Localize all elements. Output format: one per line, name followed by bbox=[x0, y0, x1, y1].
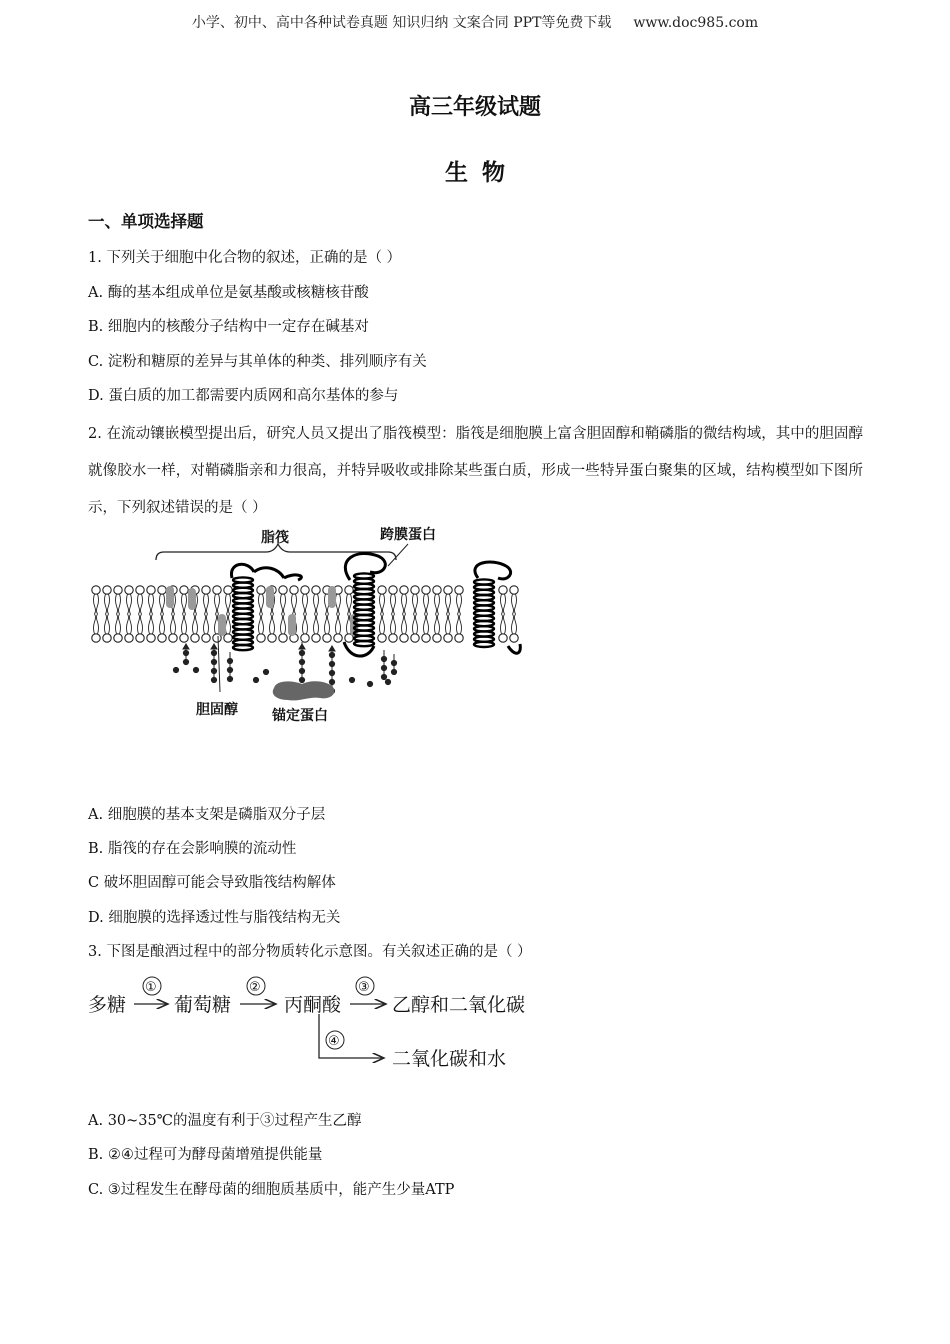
node-ethanol-co2: 乙醇和二氧化碳 bbox=[392, 994, 526, 1016]
header-text: 小学、初中、高中各种试卷真题 知识归纳 文案合同 PPT等免费下载 bbox=[191, 15, 612, 31]
page-header bbox=[0, 12, 950, 32]
node-glucose: 葡萄糖 bbox=[174, 994, 232, 1016]
protein-helix-2 bbox=[354, 573, 374, 646]
phospholipid-bilayer bbox=[92, 586, 518, 642]
step-4: ④ bbox=[328, 1034, 340, 1049]
q1-option-b: B. 细胞内的核酸分子结构中一定存在碱基对 bbox=[88, 319, 369, 335]
q2-option-c: C 破坏胆固醇可能会导致脂筏结构解体 bbox=[88, 875, 336, 891]
protein-helix-1 bbox=[233, 577, 253, 650]
anchor-protein bbox=[273, 681, 335, 700]
q1-option-c: C. 淀粉和糖原的差异与其单体的种类、排列顺序有关 bbox=[88, 354, 427, 370]
section-heading: 一、单项选择题 bbox=[88, 212, 204, 231]
q3-option-a: A. 30~35℃的温度有利于③过程产生乙醇 bbox=[88, 1113, 362, 1129]
step-3: ③ bbox=[358, 980, 370, 995]
header-site[interactable]: www.doc985.com bbox=[633, 15, 759, 31]
protein-helix-3 bbox=[474, 579, 494, 647]
step-1: ① bbox=[145, 980, 157, 995]
lipid-raft-diagram bbox=[88, 520, 528, 730]
q2-stem: 2. 在流动镶嵌模型提出后，研究人员又提出了脂筏模型：脂筏是细胞膜上富含胆固醇和鞘磷脂的微结构域，其中的胆固醇就像胶水一样，对鞘磷脂亲和力很高，并特异吸收或排除某些蛋白质，形成一些特异蛋白聚集的区域，结构模型如下图所示，下列叙述错误的是（ ） bbox=[88, 426, 863, 516]
subject-title: 生物 bbox=[445, 160, 519, 186]
q1-option-a: A. 酶的基本组成单位是氨基酸或核糖核苷酸 bbox=[88, 285, 369, 301]
q1-stem: 1. 下列关于细胞中化合物的叙述，正确的是（ ） bbox=[88, 250, 402, 266]
q2-option-b: B. 脂筏的存在会影响膜的流动性 bbox=[88, 841, 297, 857]
q2-option-a: A. 细胞膜的基本支架是磷脂双分子层 bbox=[88, 807, 326, 823]
q1-option-d: D. 蛋白质的加工都需要内质网和高尔基体的参与 bbox=[88, 388, 399, 404]
q2-option-d: D. 细胞膜的选择透过性与脂筏结构无关 bbox=[88, 910, 341, 926]
node-co2-water: 二氧化碳和水 bbox=[392, 1048, 507, 1070]
label-anchor-protein: 锚定蛋白 bbox=[272, 708, 328, 724]
q3-option-c: C. ③过程发生在酵母菌的细胞质基质中，能产生少量ATP bbox=[88, 1182, 455, 1198]
q3-option-b: B. ②④过程可为酵母菌增殖提供能量 bbox=[88, 1147, 323, 1163]
step-2: ② bbox=[249, 980, 261, 995]
q3-stem: 3. 下图是酿酒过程中的部分物质转化示意图。有关叙述正确的是（ ） bbox=[88, 944, 532, 960]
document-title: 高三年级试题 bbox=[408, 95, 541, 120]
node-pyruvate: 丙酮酸 bbox=[284, 994, 342, 1016]
node-polysaccharide: 多糖 bbox=[88, 994, 127, 1016]
label-cholesterol: 胆固醇 bbox=[196, 702, 238, 718]
label-transmembrane-protein: 跨膜蛋白 bbox=[380, 527, 436, 543]
fermentation-pathway-diagram bbox=[88, 972, 548, 1076]
label-lipid-raft: 脂筏 bbox=[261, 530, 289, 546]
raft-bracket bbox=[156, 544, 396, 560]
